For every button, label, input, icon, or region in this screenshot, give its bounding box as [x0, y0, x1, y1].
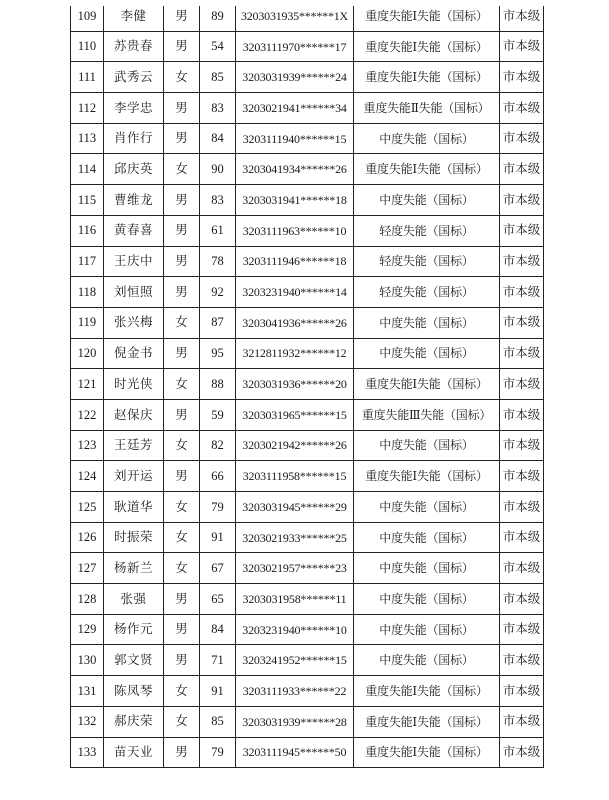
row-number-cell: 110 — [71, 31, 104, 62]
name-cell: 杨新兰 — [104, 553, 164, 584]
age-cell: 90 — [200, 154, 236, 185]
id-number-cell: 3212811932******12 — [236, 338, 354, 369]
table-row — [71, 246, 544, 277]
name-cell: 曹维龙 — [104, 185, 164, 216]
disability-level-cell: 重度失能Ⅰ失能（国标） — [354, 461, 500, 492]
age-cell: 85 — [200, 706, 236, 737]
age-cell: 84 — [200, 614, 236, 645]
sex-cell: 男 — [164, 645, 200, 676]
name-cell: 刘恒照 — [104, 277, 164, 308]
jurisdiction-cell: 市本级 — [500, 31, 544, 62]
jurisdiction-cell: 市本级 — [500, 706, 544, 737]
row-number-cell: 130 — [71, 645, 104, 676]
jurisdiction-cell: 市本级 — [500, 246, 544, 277]
id-number-cell: 3203031941******18 — [236, 185, 354, 216]
row-number-cell: 113 — [71, 123, 104, 154]
table-row — [71, 31, 544, 62]
disability-level-cell: 重度失能Ⅰ失能（国标） — [354, 737, 500, 768]
table-row — [71, 676, 544, 707]
table-row — [71, 461, 544, 492]
name-cell: 王庆中 — [104, 246, 164, 277]
jurisdiction-cell: 市本级 — [500, 154, 544, 185]
age-cell: 87 — [200, 307, 236, 338]
id-number-cell: 3203241952******15 — [236, 645, 354, 676]
sex-cell: 男 — [164, 277, 200, 308]
jurisdiction-cell: 市本级 — [500, 215, 544, 246]
id-number-cell: 3203031965******15 — [236, 399, 354, 430]
id-number-cell: 3203021933******25 — [236, 522, 354, 553]
id-number-cell: 3203031936******20 — [236, 369, 354, 400]
roster-sheet — [70, 0, 543, 768]
sex-cell: 女 — [164, 676, 200, 707]
name-cell: 张强 — [104, 584, 164, 615]
jurisdiction-cell: 市本级 — [500, 645, 544, 676]
jurisdiction-cell: 市本级 — [500, 399, 544, 430]
table-row — [71, 277, 544, 308]
age-cell: 85 — [200, 62, 236, 93]
age-cell: 61 — [200, 215, 236, 246]
row-number-cell: 109 — [71, 1, 104, 32]
table-row — [71, 522, 544, 553]
age-cell: 91 — [200, 676, 236, 707]
table-row — [71, 737, 544, 768]
row-number-cell: 114 — [71, 154, 104, 185]
table-row — [71, 645, 544, 676]
sex-cell: 女 — [164, 430, 200, 461]
age-cell: 65 — [200, 584, 236, 615]
row-number-cell: 133 — [71, 737, 104, 768]
age-cell: 71 — [200, 645, 236, 676]
id-number-cell: 3203111933******22 — [236, 676, 354, 707]
sex-cell: 男 — [164, 246, 200, 277]
sex-cell: 男 — [164, 215, 200, 246]
sex-cell: 男 — [164, 123, 200, 154]
table-row — [71, 369, 544, 400]
id-number-cell: 3203231940******10 — [236, 614, 354, 645]
row-number-cell: 125 — [71, 492, 104, 523]
table-row — [71, 614, 544, 645]
disability-level-cell: 重度失能Ⅰ失能（国标） — [354, 154, 500, 185]
name-cell: 李健 — [104, 1, 164, 32]
name-cell: 赵保庆 — [104, 399, 164, 430]
id-number-cell: 3203231940******14 — [236, 277, 354, 308]
jurisdiction-cell: 市本级 — [500, 123, 544, 154]
jurisdiction-cell: 市本级 — [500, 553, 544, 584]
sex-cell: 女 — [164, 307, 200, 338]
disability-level-cell: 重度失能Ⅰ失能（国标） — [354, 62, 500, 93]
name-cell: 苗天业 — [104, 737, 164, 768]
id-number-cell: 3203041936******26 — [236, 307, 354, 338]
age-cell: 67 — [200, 553, 236, 584]
name-cell: 倪金书 — [104, 338, 164, 369]
disability-level-cell: 中度失能（国标） — [354, 645, 500, 676]
table-row — [71, 123, 544, 154]
jurisdiction-cell: 市本级 — [500, 614, 544, 645]
table-row — [71, 338, 544, 369]
sex-cell: 男 — [164, 185, 200, 216]
jurisdiction-cell: 市本级 — [500, 430, 544, 461]
age-cell: 79 — [200, 492, 236, 523]
roster-body — [71, 1, 544, 768]
row-number-cell: 127 — [71, 553, 104, 584]
disability-level-cell: 中度失能（国标） — [354, 522, 500, 553]
name-cell: 李学忠 — [104, 93, 164, 124]
name-cell: 时振荣 — [104, 522, 164, 553]
sex-cell: 男 — [164, 614, 200, 645]
row-number-cell: 115 — [71, 185, 104, 216]
age-cell: 83 — [200, 185, 236, 216]
name-cell: 时光侠 — [104, 369, 164, 400]
age-cell: 88 — [200, 369, 236, 400]
age-cell: 84 — [200, 123, 236, 154]
row-number-cell: 129 — [71, 614, 104, 645]
table-row — [71, 430, 544, 461]
age-cell: 59 — [200, 399, 236, 430]
jurisdiction-cell: 市本级 — [500, 461, 544, 492]
disability-level-cell: 重度失能Ⅱ失能（国标） — [354, 93, 500, 124]
table-row — [71, 584, 544, 615]
sex-cell: 女 — [164, 522, 200, 553]
id-number-cell: 3203111958******15 — [236, 461, 354, 492]
jurisdiction-cell: 市本级 — [500, 338, 544, 369]
disability-level-cell: 重度失能Ⅰ失能（国标） — [354, 706, 500, 737]
jurisdiction-cell: 市本级 — [500, 676, 544, 707]
name-cell: 苏贵春 — [104, 31, 164, 62]
sex-cell: 男 — [164, 461, 200, 492]
disability-level-cell: 中度失能（国标） — [354, 584, 500, 615]
sex-cell: 女 — [164, 154, 200, 185]
age-cell: 91 — [200, 522, 236, 553]
table-row — [71, 399, 544, 430]
age-cell: 92 — [200, 277, 236, 308]
disability-level-cell: 中度失能（国标） — [354, 614, 500, 645]
table-row — [71, 185, 544, 216]
sex-cell: 男 — [164, 31, 200, 62]
id-number-cell: 3203111970******17 — [236, 31, 354, 62]
jurisdiction-cell: 市本级 — [500, 1, 544, 32]
disability-level-cell: 重度失能Ⅰ失能（国标） — [354, 31, 500, 62]
name-cell: 杨作元 — [104, 614, 164, 645]
age-cell: 83 — [200, 93, 236, 124]
sex-cell: 男 — [164, 737, 200, 768]
disability-level-cell: 重度失能Ⅲ失能（国标） — [354, 399, 500, 430]
name-cell: 张兴梅 — [104, 307, 164, 338]
name-cell: 陈凤琴 — [104, 676, 164, 707]
disability-level-cell: 中度失能（国标） — [354, 553, 500, 584]
name-cell: 黄春喜 — [104, 215, 164, 246]
table-row — [71, 62, 544, 93]
row-number-cell: 119 — [71, 307, 104, 338]
row-number-cell: 131 — [71, 676, 104, 707]
id-number-cell: 3203031939******28 — [236, 706, 354, 737]
id-number-cell: 3203021957******23 — [236, 553, 354, 584]
disability-level-cell: 轻度失能（国标） — [354, 277, 500, 308]
sex-cell: 男 — [164, 399, 200, 430]
age-cell: 78 — [200, 246, 236, 277]
row-number-cell: 124 — [71, 461, 104, 492]
sex-cell: 男 — [164, 1, 200, 32]
name-cell: 郝庆荣 — [104, 706, 164, 737]
row-number-cell: 120 — [71, 338, 104, 369]
row-number-cell: 128 — [71, 584, 104, 615]
id-number-cell: 3203031935******1X — [236, 1, 354, 32]
age-cell: 54 — [200, 31, 236, 62]
name-cell: 肖作行 — [104, 123, 164, 154]
jurisdiction-cell: 市本级 — [500, 522, 544, 553]
id-number-cell: 3203041934******26 — [236, 154, 354, 185]
age-cell: 95 — [200, 338, 236, 369]
jurisdiction-cell: 市本级 — [500, 185, 544, 216]
sex-cell: 男 — [164, 93, 200, 124]
sex-cell: 女 — [164, 553, 200, 584]
disability-level-cell: 重度失能Ⅰ失能（国标） — [354, 1, 500, 32]
name-cell: 武秀云 — [104, 62, 164, 93]
table-row — [71, 93, 544, 124]
disability-level-cell: 中度失能（国标） — [354, 185, 500, 216]
age-cell: 82 — [200, 430, 236, 461]
roster-table — [70, 0, 544, 768]
id-number-cell: 3203031958******11 — [236, 584, 354, 615]
table-row — [71, 215, 544, 246]
disability-level-cell: 中度失能（国标） — [354, 492, 500, 523]
id-number-cell: 3203111940******15 — [236, 123, 354, 154]
sex-cell: 男 — [164, 584, 200, 615]
jurisdiction-cell: 市本级 — [500, 277, 544, 308]
page-top-edge — [0, 0, 609, 6]
table-row — [71, 154, 544, 185]
table-row — [71, 492, 544, 523]
id-number-cell: 3203021942******26 — [236, 430, 354, 461]
jurisdiction-cell: 市本级 — [500, 369, 544, 400]
disability-level-cell: 中度失能（国标） — [354, 307, 500, 338]
age-cell: 79 — [200, 737, 236, 768]
id-number-cell: 3203111946******18 — [236, 246, 354, 277]
name-cell: 王廷芳 — [104, 430, 164, 461]
jurisdiction-cell: 市本级 — [500, 492, 544, 523]
disability-level-cell: 轻度失能（国标） — [354, 215, 500, 246]
row-number-cell: 112 — [71, 93, 104, 124]
row-number-cell: 111 — [71, 62, 104, 93]
sex-cell: 女 — [164, 62, 200, 93]
row-number-cell: 121 — [71, 369, 104, 400]
sex-cell: 男 — [164, 338, 200, 369]
table-row — [71, 553, 544, 584]
row-number-cell: 118 — [71, 277, 104, 308]
row-number-cell: 126 — [71, 522, 104, 553]
row-number-cell: 116 — [71, 215, 104, 246]
jurisdiction-cell: 市本级 — [500, 62, 544, 93]
id-number-cell: 3203111963******10 — [236, 215, 354, 246]
id-number-cell: 3203021941******34 — [236, 93, 354, 124]
sex-cell: 女 — [164, 706, 200, 737]
disability-level-cell: 中度失能（国标） — [354, 430, 500, 461]
disability-level-cell: 重度失能Ⅰ失能（国标） — [354, 369, 500, 400]
jurisdiction-cell: 市本级 — [500, 307, 544, 338]
age-cell: 89 — [200, 1, 236, 32]
sex-cell: 女 — [164, 369, 200, 400]
row-number-cell: 132 — [71, 706, 104, 737]
row-number-cell: 122 — [71, 399, 104, 430]
jurisdiction-cell: 市本级 — [500, 584, 544, 615]
age-cell: 66 — [200, 461, 236, 492]
disability-level-cell: 轻度失能（国标） — [354, 246, 500, 277]
disability-level-cell: 重度失能Ⅰ失能（国标） — [354, 676, 500, 707]
name-cell: 耿道华 — [104, 492, 164, 523]
name-cell: 郭文贤 — [104, 645, 164, 676]
row-number-cell: 123 — [71, 430, 104, 461]
disability-level-cell: 中度失能（国标） — [354, 123, 500, 154]
id-number-cell: 3203111945******50 — [236, 737, 354, 768]
jurisdiction-cell: 市本级 — [500, 93, 544, 124]
table-row — [71, 307, 544, 338]
id-number-cell: 3203031945******29 — [236, 492, 354, 523]
name-cell: 邱庆英 — [104, 154, 164, 185]
jurisdiction-cell: 市本级 — [500, 737, 544, 768]
id-number-cell: 3203031939******24 — [236, 62, 354, 93]
table-row — [71, 706, 544, 737]
name-cell: 刘开运 — [104, 461, 164, 492]
disability-level-cell: 中度失能（国标） — [354, 338, 500, 369]
sex-cell: 女 — [164, 492, 200, 523]
row-number-cell: 117 — [71, 246, 104, 277]
